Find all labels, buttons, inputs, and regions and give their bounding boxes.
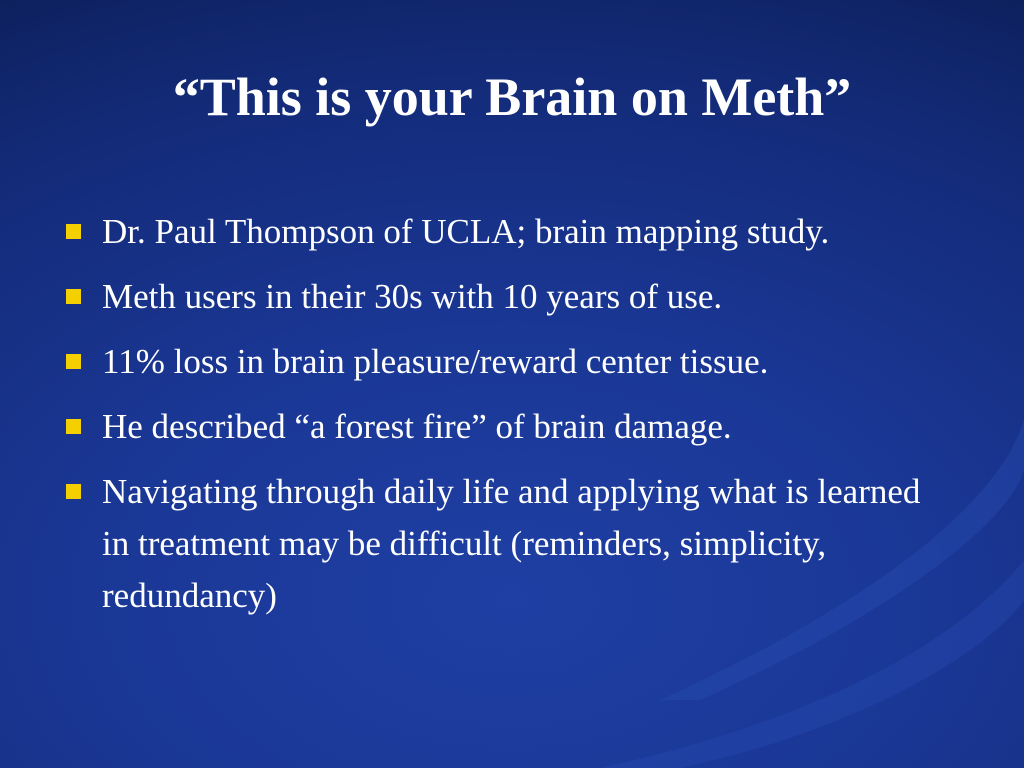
bullet-item bbox=[66, 336, 946, 388]
bullet-text: Navigating through daily life and applying what is learned in treatment may be difficult (reminders, simplicity, redundancy) bbox=[102, 472, 921, 615]
square-bullet-icon bbox=[66, 419, 81, 434]
bullet-item bbox=[66, 401, 946, 453]
square-bullet-icon bbox=[66, 354, 81, 369]
bullet-item bbox=[66, 206, 946, 258]
bullet-list bbox=[66, 206, 946, 635]
square-bullet-icon bbox=[66, 289, 81, 304]
bullet-item bbox=[66, 466, 946, 622]
bullet-text: He described “a forest fire” of brain damage. bbox=[102, 407, 732, 446]
bullet-item bbox=[66, 271, 946, 323]
square-bullet-icon bbox=[66, 484, 81, 499]
bullet-text: Meth users in their 30s with 10 years of use. bbox=[102, 277, 723, 316]
bullet-text: Dr. Paul Thompson of UCLA; brain mapping study. bbox=[102, 212, 830, 251]
slide-title: “This is your Brain on Meth” bbox=[172, 67, 852, 127]
square-bullet-icon bbox=[66, 224, 81, 239]
bullet-text: 11% loss in brain pleasure/reward center tissue. bbox=[102, 342, 769, 381]
